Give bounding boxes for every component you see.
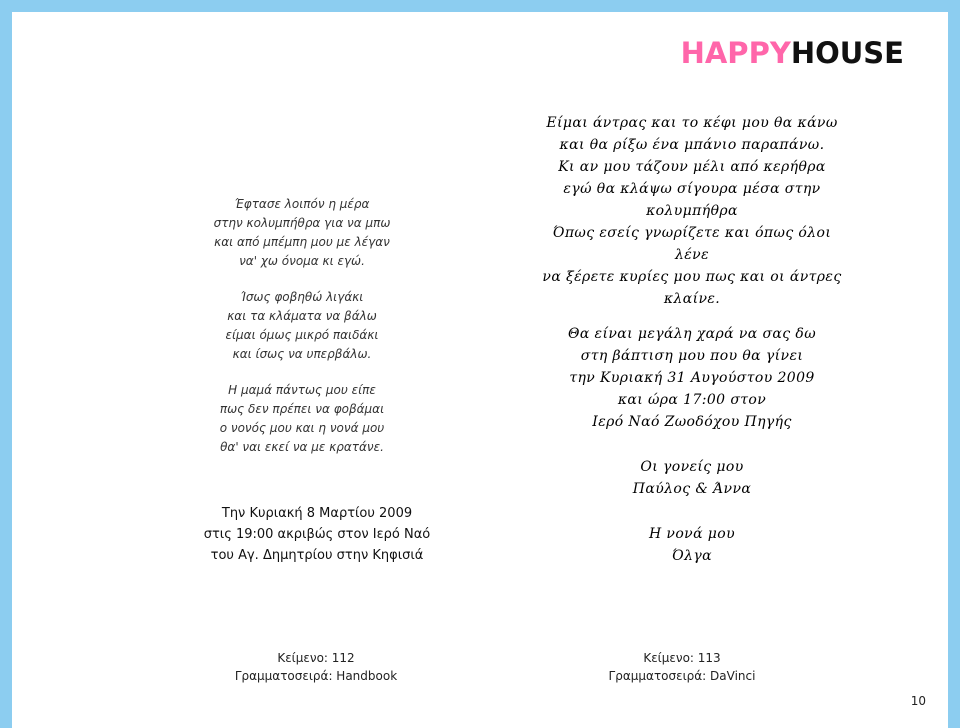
- poem-line: πως δεν πρέπει να φοβάμαι: [219, 402, 385, 416]
- brand-logo: [681, 36, 904, 70]
- caption-font-name: Γραμματοσειρά: Handbook: [234, 669, 398, 683]
- poem-line: είμαι όμως μικρό παιδάκι: [225, 328, 379, 342]
- left-poem: [192, 195, 412, 474]
- poem-line: και τα κλάματα να βάλω: [227, 309, 377, 323]
- logo-word-house: HOUSE: [790, 36, 904, 70]
- poem-line: ο νονός μου και η νονά μου: [219, 421, 385, 435]
- poem-line: Θα είναι μεγάλη χαρά να σας δω: [567, 326, 817, 342]
- poem-line: και ίσως να υπερβάλω.: [232, 347, 372, 361]
- poem-line: εγώ θα κλάψω σίγουρα μέσα στην: [563, 181, 821, 197]
- left-stanza-3: [192, 381, 412, 457]
- poem-line: Όλγα: [672, 548, 712, 564]
- poem-line: λένε: [674, 247, 709, 263]
- left-stanza-2: [192, 288, 412, 364]
- poem-line: και από μπέμπη μου με λέγαν: [214, 235, 390, 249]
- poem-line: κλαίνε.: [663, 291, 721, 307]
- poem-line: στην κολυμπήθρα για να μπω: [213, 216, 391, 230]
- poem-line: την Κυριακή 31 Αυγούστου 2009: [569, 370, 815, 386]
- poem-line: Η νονά μου: [648, 526, 736, 542]
- poem-line: Ίσως φοβηθώ λιγάκι: [240, 290, 364, 304]
- left-stanza-1: [192, 195, 412, 271]
- logo-word-happy: HAPPY: [680, 36, 791, 70]
- poem-line: και θα ρίξω ένα μπάνιο παραπάνω.: [559, 137, 825, 153]
- poem-line: θα' ναι εκεί να με κρατάνε.: [220, 440, 384, 454]
- poem-line: Όπως εσείς γνωρίζετε και όπως όλοι: [552, 225, 832, 241]
- event-line: του Αγ. Δημητρίου στην Κηφισιά: [210, 548, 424, 563]
- caption-text-number: Κείμενο: 113: [643, 651, 721, 665]
- left-event-details: [197, 503, 437, 566]
- poem-line: Κι αν μου τάζουν μέλι από κερήθρα: [558, 159, 826, 175]
- poem-line: Έφτασε λοιπόν η μέρα: [234, 197, 370, 211]
- caption-right: [562, 649, 802, 685]
- poem-line: Είμαι άντρας και το κέφι μου θα κάνω: [546, 115, 838, 131]
- poem-line: Ιερό Ναό Ζωοδόχου Πηγής: [592, 414, 792, 430]
- poem-line: να' χω όνομα κι εγώ.: [239, 254, 365, 268]
- right-poem: [542, 112, 842, 567]
- poem-line: και ώρα 17:00 στον: [617, 392, 767, 408]
- poem-line: Η μαμά πάντως μου είπε: [228, 383, 376, 397]
- caption-left: [196, 649, 436, 685]
- event-line: στις 19:00 ακριβώς στον Ιερό Ναό: [203, 527, 431, 542]
- caption-font-name: Γραμματοσειρά: DaVinci: [608, 669, 756, 683]
- poem-line: Οι γονείς μου: [640, 459, 744, 475]
- poem-line: Παύλος & Άννα: [632, 481, 752, 497]
- page-number: 10: [910, 694, 926, 708]
- caption-text-number: Κείμενο: 112: [277, 651, 355, 665]
- poem-line: να ξέρετε κυρίες μου πως και οι άντρες: [542, 269, 842, 285]
- poem-line: στη βάπτιση μου που θα γίνει: [580, 348, 804, 364]
- poem-line: κολυμπήθρα: [646, 203, 738, 219]
- page-sheet: [12, 12, 948, 728]
- event-line: Την Κυριακή 8 Μαρτίου 2009: [221, 506, 413, 521]
